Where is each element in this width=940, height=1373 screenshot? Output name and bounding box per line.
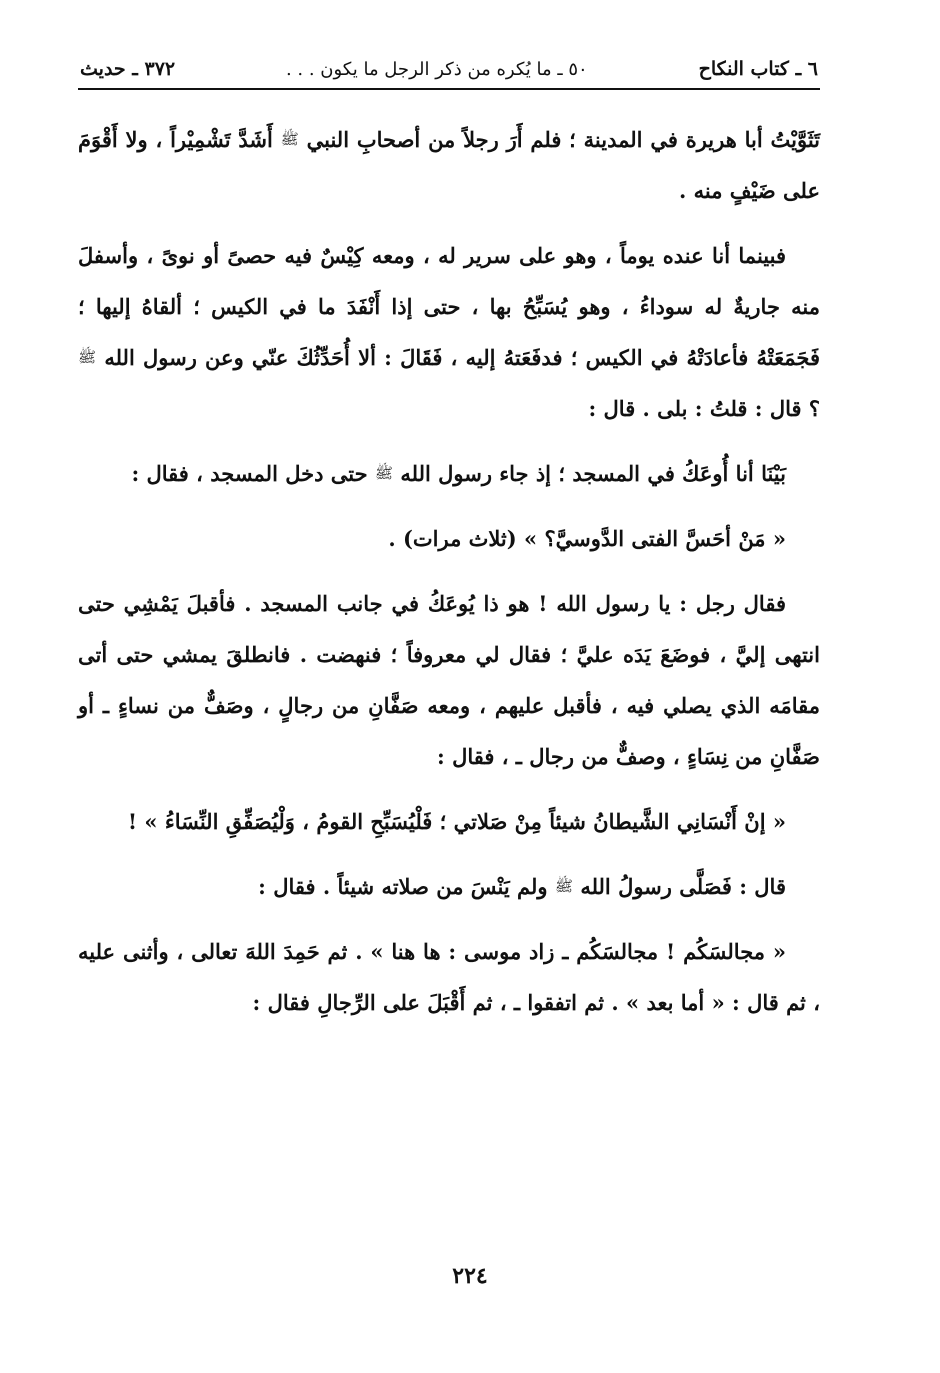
header-hadith-number: ٣٧٢ ـ حديث — [80, 58, 176, 80]
paragraph-text: حتى دخل المسجد ، فقال : — [131, 461, 368, 486]
paragraph-text: ؟ قال : قلتُ : بلى . قال : — [588, 396, 820, 421]
paragraph — [78, 114, 820, 216]
paragraph — [78, 861, 820, 912]
paragraph-text: قال : فَصَلَّى رسولُ الله — [580, 874, 786, 899]
paragraph-text: تَثَوَّيْتُ أبا هريرة في المدينة ؛ فلم أَرَ رجلاً من أصحابِ النبي — [306, 127, 821, 152]
page-body — [78, 114, 820, 1028]
salla-glyph: ﷺ — [374, 464, 394, 482]
paragraph-text: فبينما أنا عنده يوماً ، وهو على سرير له ، ومعه كِيْسٌ فيه حصىً أو نوىً ، وأسفلَ منه جاريةٌ له سوداءُ ، وهو يُسَبِّحُ بها ، حتى إذا أَنْفَدَ ما في الكيس ؛ ألقاهُ إليها ؛ فَجَمَعَتْهُ فأعادَتْهُ في الكيس ؛ فدفَعَتهُ إليه ، فَقَالَ : ألا أُحَدِّثُكَ عنّي وعن رسول الله — [78, 243, 820, 370]
quote-paragraph: « مجالسَكُم ! مجالسَكُم ـ زاد موسى : ها هنا » . ثم حَمِدَ اللهَ تعالى ، وأثنى عليه ، ثم قال : « أما بعد » . ثم اتفقوا ـ ، ثم أَقْبَلَ على الرِّجالِ فقال : — [78, 939, 820, 1015]
salla-glyph: ﷺ — [78, 348, 97, 366]
paragraph: فقال رجل : يا رسول الله ! هو ذا يُوعَكُ في جانب المسجد . فأقبلَ يَمْشِي حتى انتهى إليَّ ، فوضَعَ يَدَه عليَّ ؛ فقال لي معروفاً ؛ فنهضت . فانطلقَ يمشي حتى أتى مقامَه الذي يصلي فيه ، فأقبل عليهم ، ومعه صَفَّانِ من رجالٍ ، وصَفٌّ من نساءٍ ـ أو صَفَّانِ من نِسَاءٍ ، وصفٌّ من رجال ـ ، فقال : — [78, 591, 820, 769]
paragraph-text: أَشَدَّ تَشْمِيْراً ، ولا أَقْوَمَ على ضَيْفٍ منه . — [78, 127, 820, 203]
paragraph-text: بَيْنَا أنا أُوعَكُ في المسجد ؛ إذ جاء رسول الله — [400, 461, 786, 486]
quote-paragraph: « إنْ أَنْسَانِي الشَّيطانُ شيئاً مِنْ صَلاتي ؛ فَلْيُسَبِّحِ القومُ ، وَلْيُصَفِّقِ النِّسَاءُ » ! — [127, 809, 786, 834]
book-page — [78, 58, 820, 1028]
paragraph — [78, 230, 820, 434]
header-section: ٥٠ ـ ما يُكره من ذكر الرجل ما يكون . . . — [285, 59, 588, 80]
paragraph — [78, 448, 820, 499]
salla-glyph: ﷺ — [554, 877, 573, 895]
running-header — [78, 58, 820, 90]
salla-glyph: ﷺ — [280, 130, 299, 148]
page-number: ٢٢٤ — [452, 1263, 488, 1289]
paragraph-text: ولم يَنْسَ من صلاته شيئاً . فقال : — [258, 874, 548, 899]
quote-paragraph: « مَنْ أحَسَّ الفتى الدَّوسيَّ؟ » (ثلاث مرات) . — [388, 526, 786, 551]
header-chapter: ٦ ـ كتاب النكاح — [698, 58, 818, 80]
